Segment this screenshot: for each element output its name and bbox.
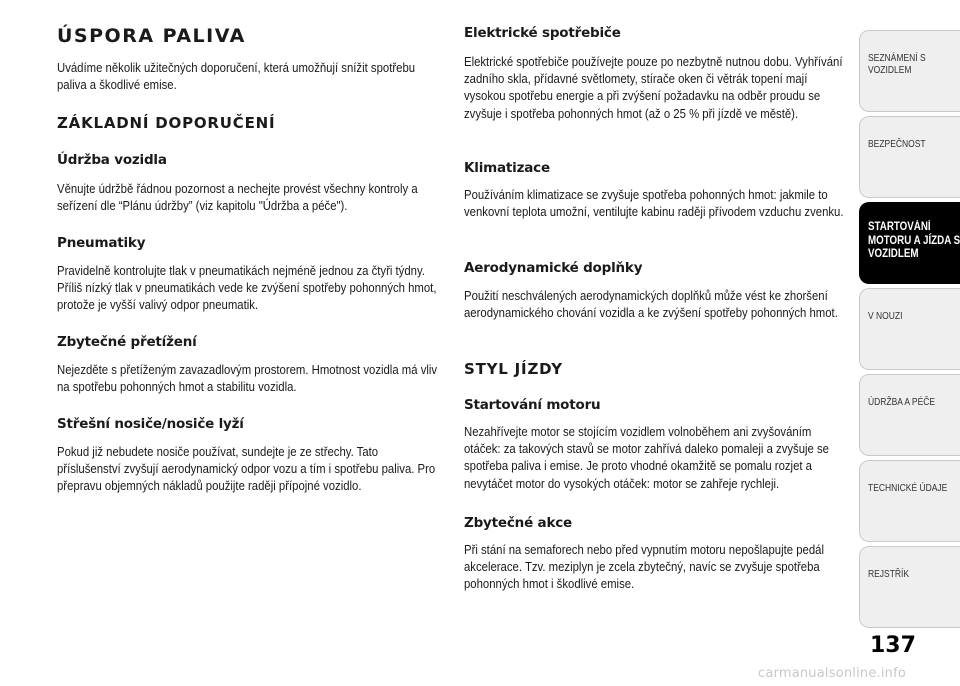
text-maintenance: Věnujte údržbě řádnou pozornost a nechejte provést všechny kontroly a seřízení dle “Plánu údržby” (viz kapitolu "Údržba a péče"). <box>57 181 418 214</box>
text-overload: Nejezděte s přetíženým zavazadlovým prostorem. Hmotnost vozidla má vliv na spotřebu pohonných hmot a stabilitu vozidla. <box>57 362 438 395</box>
heading-engine-start: Startování motoru <box>464 397 601 413</box>
page-title: ÚSPORA PALIVA <box>57 25 246 47</box>
text-aero: Použití neschválených aerodynamických doplňků může vést ke zhoršení aerodynamického chování vozidla a ke zvýšení spotřeby pohonných hmot. <box>464 288 838 321</box>
section-heading-driving-style: STYL JÍZDY <box>464 360 563 378</box>
heading-tyres: Pneumatiky <box>57 235 146 251</box>
text-engine-start: Nezahřívejte motor se stojícím vozidlem volnoběhem ani zvyšováním otáček: za takových stavů se motor zahřívá daleko pomaleji a zvyšuje se spotřeba paliva i emise. Je proto vhodné okamžitě se pomalu rozjet a nevytáčet motor do vysokých otáček: motor se zahřeje rychleji. <box>464 424 829 491</box>
text-tyres: Pravidelně kontrolujte tlak v pneumatikách nejméně jednou za čtyři týdny. Příliš nízký tlak v pneumatikách vede ke zvýšení spotřeby pohonných hmot, protože je vyšší valivý odpor pneumatik. <box>57 263 437 313</box>
heading-needless-actions: Zbytečné akce <box>464 515 572 531</box>
tab-safety[interactable] <box>859 116 960 198</box>
tab-label: STARTOVÁNÍ MOTORU A JÍZDA S VOZIDLEM <box>868 221 960 260</box>
heading-aero: Aerodynamické doplňky <box>464 260 643 276</box>
tab-label: TECHNICKÉ ÚDAJE <box>868 483 948 494</box>
tab-index[interactable] <box>859 546 960 628</box>
tab-introduction[interactable] <box>859 30 960 112</box>
tab-emergency[interactable] <box>859 288 960 370</box>
tab-label: ÚDRŽBA A PÉČE <box>868 397 936 408</box>
intro-text: Uvádíme několik užitečných doporučení, která umožňují snížit spotřebu paliva a škodlivé emise. <box>57 60 416 93</box>
heading-electrics: Elektrické spotřebiče <box>464 25 621 41</box>
heading-overload: Zbytečné přetížení <box>57 334 197 350</box>
tab-label: BEZPEČNOST <box>868 139 926 150</box>
tab-label: V NOUZI <box>868 311 903 322</box>
text-needless-actions: Při stání na semaforech nebo před vypnutím motoru nepošlapujte pedál akcelerace. Tzv. meziplyn je zcela zbytečný, navíc se zvyšuje spotřeba pohonných hmot i škodlivé emise. <box>464 542 824 592</box>
heading-maintenance: Údržba vozidla <box>57 152 167 168</box>
heading-roof-racks: Střešní nosiče/nosiče lyží <box>57 416 244 432</box>
tab-label: REJSTŘÍK <box>868 569 910 580</box>
text-roof-racks: Pokud již nebudete nosiče používat, sundejte je ze střechy. Tato příslušenství zvyšují aerodynamický odpor vozu a tím i spotřebu paliva. Pro přepravu objemných nákladů použijte raději přípojné vozidlo. <box>57 444 436 494</box>
page-number: 137 <box>870 633 916 658</box>
heading-climate: Klimatizace <box>464 160 550 176</box>
watermark: carmanualsonline.info <box>758 666 907 681</box>
section-heading-basic: ZÁKLADNÍ DOPORUČENÍ <box>57 114 276 132</box>
text-climate: Používáním klimatizace se zvyšuje spotřeba pohonných hmot: jakmile to venkovní teplota umožní, ventilujte kabinu raději přívodem vzduchu zvenku. <box>464 187 844 220</box>
tab-technical-data[interactable] <box>859 460 960 542</box>
tab-label: SEZNÁMENÍ S VOZIDLEM <box>868 53 926 76</box>
text-electrics: Elektrické spotřebiče používejte pouze po nezbytně nutnou dobu. Vyhřívání zadního skla, přídavné světlomety, stírače oken či větrák topení mají vysokou spotřebu energie a při zvýšení požadavku na odběr proudu se zvyšuje i spotřeba pohonných hmot (až o 25 % při jízdě ve městě). <box>464 54 843 121</box>
tab-starting-and-driving[interactable] <box>859 202 960 284</box>
tab-maintenance[interactable] <box>859 374 960 456</box>
